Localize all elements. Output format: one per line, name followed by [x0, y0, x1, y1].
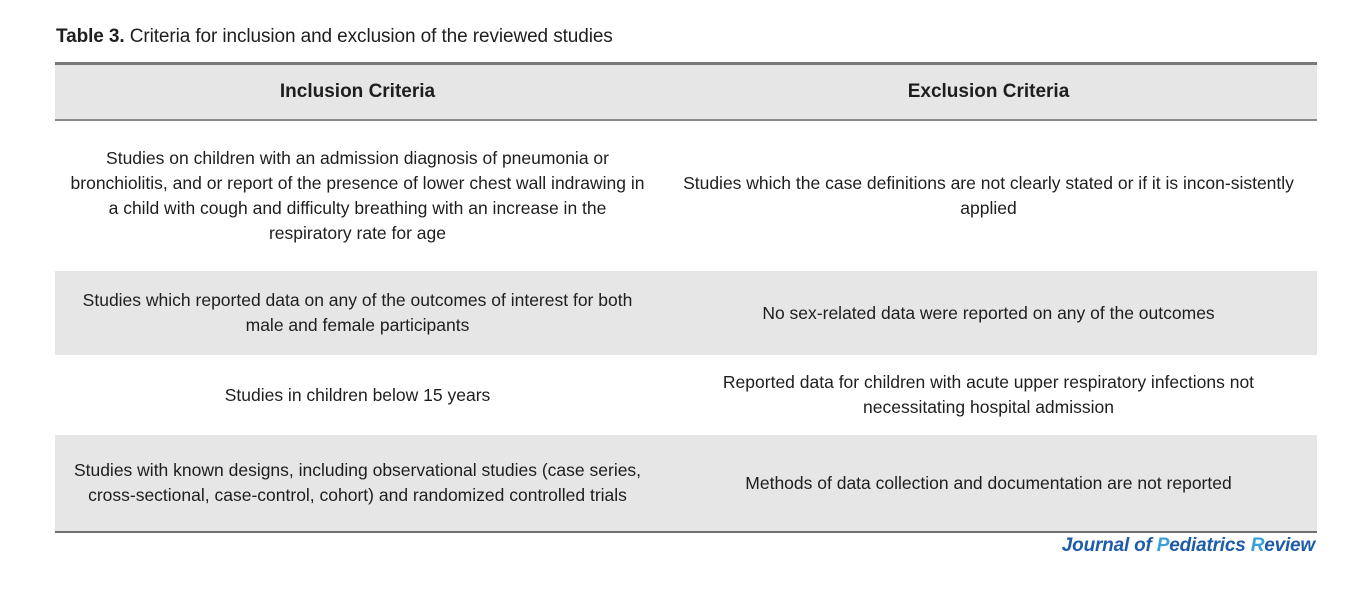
criteria-table-wrapper — [55, 62, 1317, 533]
journal-logo: Journal of Pediatrics Review — [1061, 535, 1315, 556]
table-row — [55, 271, 1317, 355]
criteria-table — [55, 62, 1317, 533]
table-caption — [56, 26, 613, 48]
caption-text: Criteria for inclusion and exclusion of the reviewed studies — [124, 26, 613, 47]
exclusion-cell: Methods of data collection and documentation are not reported — [660, 435, 1317, 532]
inclusion-cell: Studies in children below 15 years — [224, 384, 491, 405]
header-inclusion-criteria: Inclusion Criteria — [55, 64, 660, 121]
exclusion-cell: No sex-related data were reported on any of the outcomes — [762, 302, 1215, 323]
inclusion-cell: Studies with known designs, including observational studies (case series, cross-sectional, case-control, cohort) and randomized controlled trials — [55, 435, 660, 532]
table-header-row — [55, 64, 1317, 121]
table-row — [55, 120, 1317, 271]
caption-label: Table 3. — [56, 26, 125, 47]
exclusion-cell: Reported data for children with acute upper respiratory infections not necessitating hospital admission — [722, 372, 1255, 417]
inclusion-cell: Studies on children with an admission diagnosis of pneumonia or bronchiolitis, and or report of the presence of lower chest wall indrawing in a child with cough and difficulty breathing with an increase in the respiratory rate for age — [70, 148, 645, 243]
table-row — [55, 435, 1317, 532]
exclusion-cell: Studies which the case definitions are not clearly stated or if it is incon-sistently applied — [683, 173, 1294, 218]
table-row — [55, 355, 1317, 435]
header-exclusion-criteria: Exclusion Criteria — [660, 64, 1317, 121]
inclusion-cell: Studies which reported data on any of the outcomes of interest for both male and female participants — [82, 290, 633, 335]
